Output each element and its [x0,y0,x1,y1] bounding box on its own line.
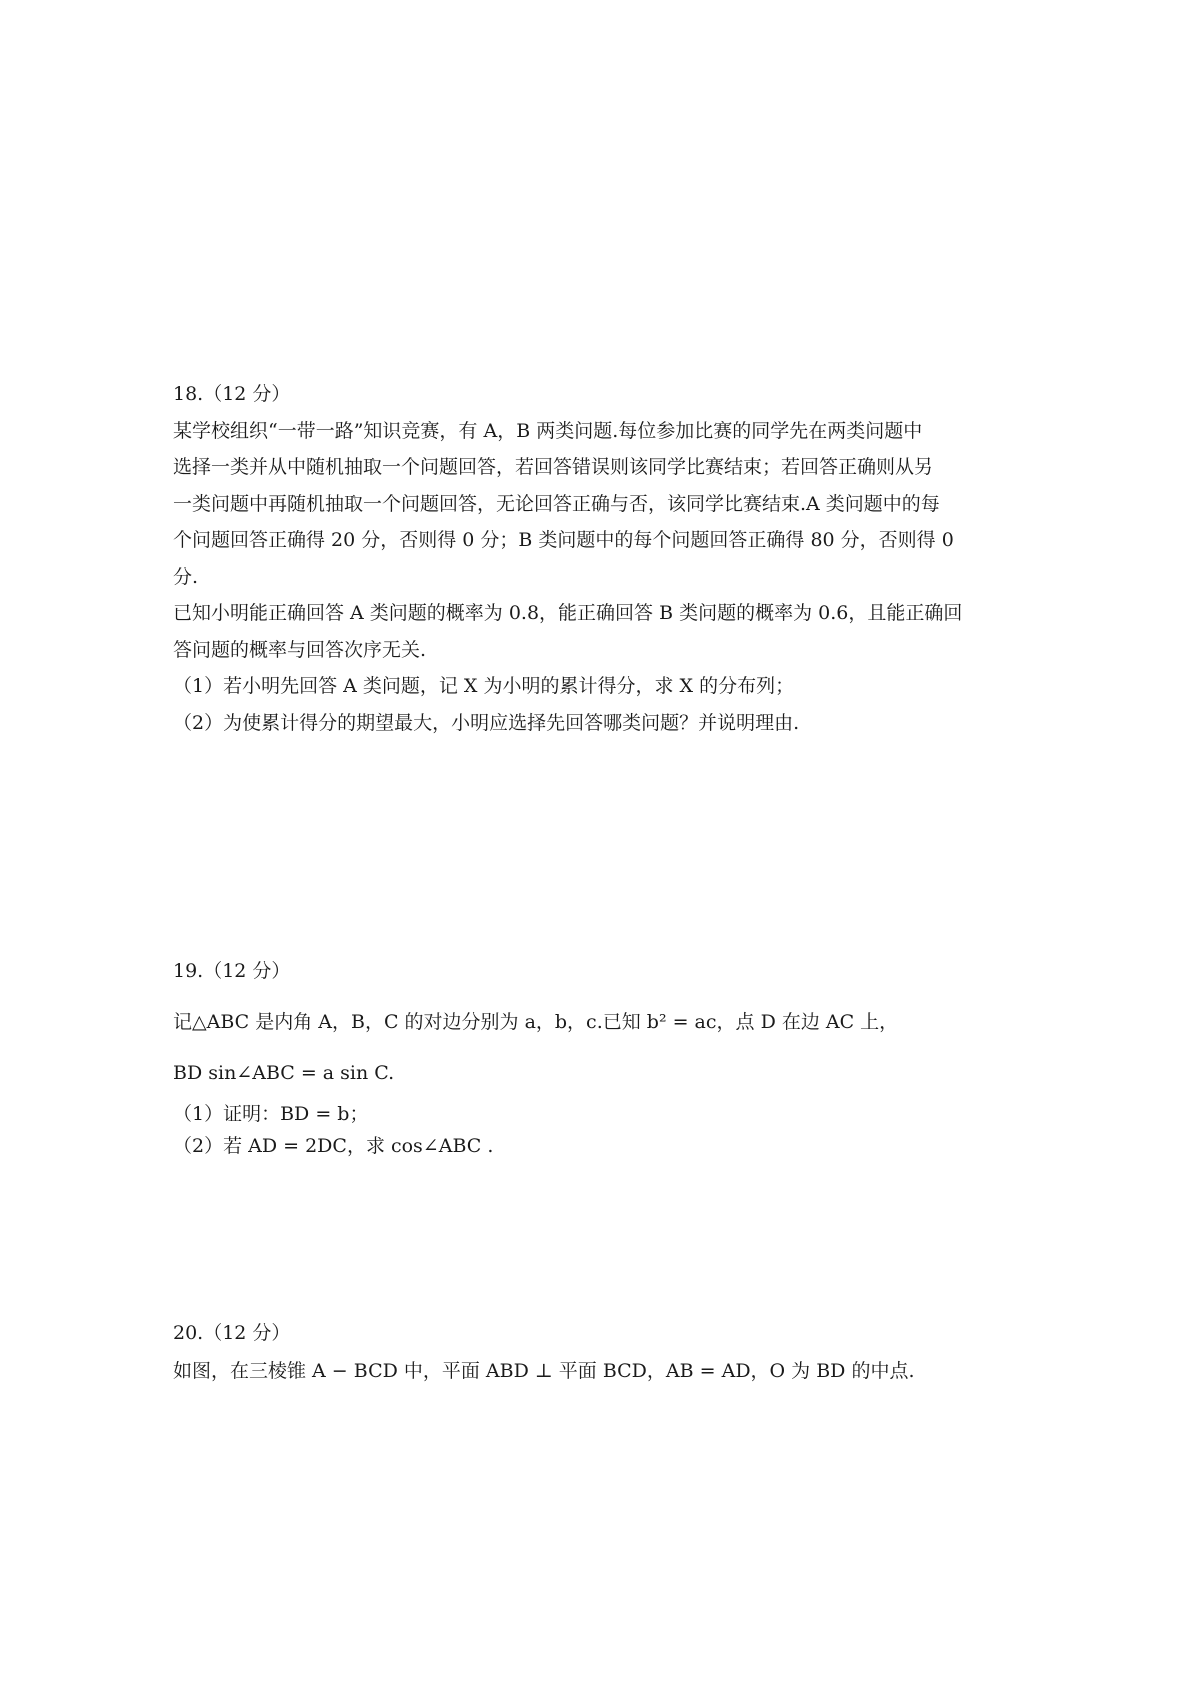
problem-text-line: 选择一类并从中随机抽取一个问题回答，若回答错误则该同学比赛结束；若回答正确则从另 [173,456,934,478]
problem-text-line: 分. [173,565,199,588]
subquestion-1: （1）若小明先回答 A 类问题，记 X 为小明的累计得分，求 X 的分布列； [173,675,795,697]
problem-18 [173,376,1043,741]
problem-text-line: 如图，在三棱锥 A − BCD 中，平面 ABD ⊥ 平面 BCD，AB = AD，O 为 BD 的中点. [173,1360,915,1382]
problem-text-line: 个问题回答正确得 20 分，否则得 0 分；B 类问题中的每个问题回答正确得 80 分，否则得 0 [173,529,954,551]
problem-20 [173,1314,1043,1390]
subquestion-1: （1）证明：BD = b； [173,1103,369,1125]
subquestion-2: （2）若 AD = 2DC，求 cos∠ABC . [173,1135,494,1157]
problem-text-line: BD sin∠ABC = a sin C. [173,1062,395,1084]
problem-text-line: 记△ABC 是内角 A，B，C 的对边分别为 a，b，c.已知 b² = ac，点 D 在边 AC 上， [173,1011,899,1033]
problem-text-line: 某学校组织“一带一路”知识竞赛，有 A，B 两类问题.每位参加比赛的同学先在两类问题中 [173,419,923,442]
problem-heading: 18.（12 分） [173,383,291,405]
problem-text-line: 已知小明能正确回答 A 类问题的概率为 0.8，能正确回答 B 类问题的概率为 0.6，且能正确回 [173,602,963,624]
problem-text-line: 答问题的概率与回答次序无关. [173,638,427,661]
problem-heading: 19.（12 分） [173,960,291,982]
problem-19 [173,946,1043,1162]
subquestion-2: （2）为使累计得分的期望最大，小明应选择先回答哪类问题？并说明理由. [173,711,800,734]
problem-heading: 20.（12 分） [173,1322,291,1344]
problem-text-line: 一类问题中再随机抽取一个问题回答，无论回答正确与否，该同学比赛结束.A 类问题中的每 [173,492,940,515]
